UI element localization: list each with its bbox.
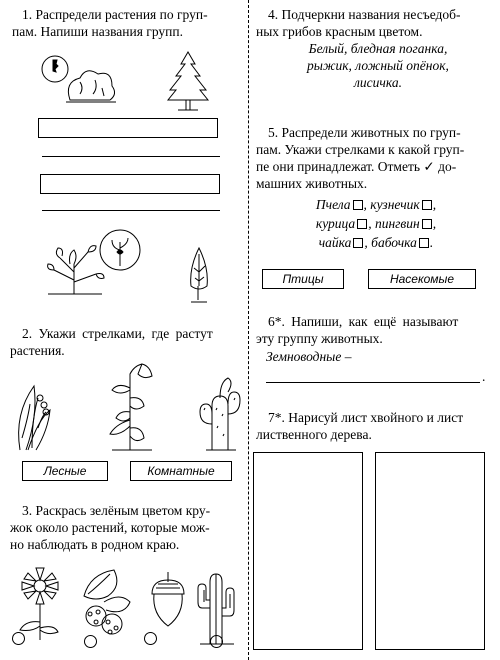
- color-circle-2[interactable]: [84, 635, 97, 648]
- task-5-text-line-2: пам. Укажи стрелками к какой груп-: [256, 142, 465, 157]
- task-4-text-line-1: 4. Подчеркни названия несъедоб-: [268, 7, 461, 22]
- task-1-text-line-1: 1. Распредели растения по груп-: [22, 7, 208, 22]
- animal-name: Пчела: [315, 197, 351, 212]
- cactus-illustration: [198, 374, 244, 452]
- animal-name: чайка: [318, 235, 352, 250]
- mushrooms-line-2[interactable]: рыжик, ложный опёнок,: [307, 58, 449, 73]
- forest-label-box[interactable]: Лесные: [22, 461, 108, 481]
- indoor-label-box[interactable]: Комнатные: [130, 461, 232, 481]
- task-2-text-line-1: 2. Укажи стрелками, где растут: [22, 326, 213, 341]
- animal-checkbox[interactable]: [353, 200, 363, 210]
- bush-illustration: [40, 52, 120, 107]
- acorn-illustration: [146, 570, 190, 630]
- task-5: [256, 124, 500, 192]
- animal-name: кузнечик: [370, 197, 420, 212]
- answer-line[interactable]: [266, 382, 480, 383]
- animal-checkbox[interactable]: [357, 219, 367, 229]
- color-circle-3[interactable]: [144, 632, 157, 645]
- task-3: [10, 502, 250, 553]
- group-name-box-2[interactable]: [40, 174, 220, 194]
- color-circle-4[interactable]: [210, 635, 223, 648]
- write-line-1[interactable]: [42, 156, 220, 157]
- answer-end-mark: .: [482, 369, 486, 384]
- animal-list: [252, 196, 500, 251]
- task-6-prompt: Земноводные –: [266, 349, 352, 364]
- animal-checkbox[interactable]: [419, 238, 429, 248]
- animal-separator: ,: [363, 197, 367, 212]
- task-6-text-line-1: 6*. Напиши, как ещё называют: [268, 314, 459, 329]
- task-7-text-line-1: 7*. Нарисуй лист хвойного и лист: [268, 410, 464, 425]
- task-6: [256, 313, 500, 365]
- animal-checkbox[interactable]: [353, 238, 363, 248]
- insects-label-box[interactable]: Насекомые: [368, 269, 476, 289]
- animal-name: бабочка: [371, 235, 417, 250]
- animal-row-1: [252, 196, 500, 213]
- mushrooms-line-1[interactable]: Белый, бледная поганка,: [308, 41, 448, 56]
- lily-of-the-valley-illustration: [10, 378, 54, 452]
- cypress-tree-illustration: [186, 246, 212, 304]
- animal-checkbox[interactable]: [422, 200, 432, 210]
- task-6-text-line-2: эту группу животных.: [256, 331, 383, 346]
- circled-plant-illustration: [100, 228, 144, 272]
- task-5-text-line-4: машних животных.: [256, 176, 368, 191]
- task-5-text-line-3: пе они принадлежат. Отметь ✓ до-: [256, 159, 457, 174]
- animal-separator: ,: [432, 216, 437, 231]
- animal-separator: .: [429, 235, 434, 250]
- task-5-text-line-1: 5. Распредели животных по груп-: [268, 125, 461, 140]
- conifer-tree-illustration: [168, 50, 208, 112]
- tall-cactus-illustration: [196, 564, 236, 646]
- task-4-text-line-2: ных грибов красным цветом.: [256, 24, 423, 39]
- task-7-text-line-2: лиственного дерева.: [256, 427, 372, 442]
- bellflower-illustration: [100, 362, 166, 452]
- birds-label-box[interactable]: Птицы: [262, 269, 344, 289]
- animal-separator: ,: [368, 216, 372, 231]
- animal-name: пингвин: [374, 216, 420, 231]
- mushrooms-line-3[interactable]: лисичка.: [354, 75, 402, 90]
- task-4: [256, 6, 500, 91]
- animal-separator: ,: [364, 235, 368, 250]
- deciduous-leaf-drawing-box[interactable]: [375, 452, 485, 650]
- animal-separator: ,: [432, 197, 437, 212]
- task-3-text-line-1: 3. Раскрась зелёным цветом кру-: [22, 503, 211, 518]
- task-2-text-line-2: растения.: [10, 343, 65, 358]
- task-7: [256, 409, 500, 443]
- color-circle-1[interactable]: [12, 632, 25, 645]
- task-1-text-line-2: пам. Напиши названия групп.: [12, 24, 183, 39]
- animal-row-3: [252, 234, 500, 251]
- task-1: [12, 6, 248, 40]
- right-column: [252, 0, 500, 660]
- group-name-box-1[interactable]: [38, 118, 218, 138]
- write-line-2[interactable]: [42, 210, 220, 211]
- task-3-text-line-3: но наблюдать в родном краю.: [10, 537, 180, 552]
- animal-checkbox[interactable]: [422, 219, 432, 229]
- raspberry-illustration: [74, 566, 134, 638]
- task-2: [10, 325, 250, 359]
- animal-row-2: [252, 215, 500, 232]
- daisy-illustration: [12, 566, 68, 642]
- animal-name: курица: [315, 216, 356, 231]
- conifer-leaf-drawing-box[interactable]: [253, 452, 363, 650]
- task-3-text-line-2: жок около растений, которые мож-: [10, 520, 210, 535]
